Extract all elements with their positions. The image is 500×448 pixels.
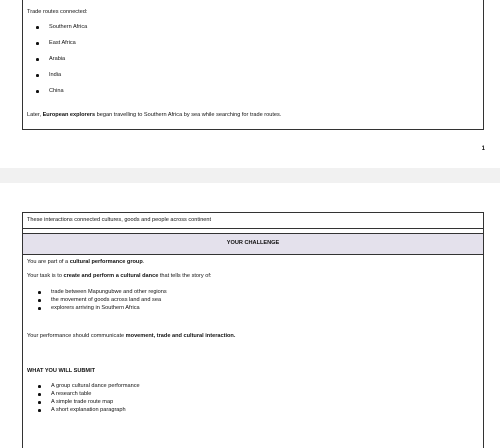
- bullet-icon: [36, 58, 39, 61]
- document-page-2: [0, 183, 500, 448]
- list-item: India: [49, 72, 61, 79]
- document-page-1: [0, 0, 500, 168]
- list-item: A research table: [51, 391, 91, 398]
- communicate-text: Your performance should communicate movement, trade and cultural interaction.: [27, 333, 236, 339]
- list-item: A short explanation paragraph: [51, 407, 126, 414]
- content-box: [22, 212, 484, 448]
- page-number: 1: [481, 146, 485, 152]
- list-item: China: [49, 88, 64, 95]
- bullet-icon: [38, 307, 41, 310]
- content-box: [22, 0, 484, 130]
- submit-title: WHAT YOU WILL SUBMIT: [27, 368, 96, 374]
- bullet-icon: [38, 409, 41, 412]
- bullet-icon: [36, 90, 39, 93]
- task-text: Your task is to create and perform a cultural dance that tells the story of:: [27, 273, 212, 279]
- bullet-icon: [36, 74, 39, 77]
- bullet-icon: [38, 393, 41, 396]
- interactions-text: These interactions connected cultures, goods and people across continent: [27, 217, 212, 223]
- table-divider: [23, 254, 483, 255]
- list-item: Arabia: [49, 56, 65, 63]
- list-item: explorers arriving in Southern Africa: [51, 305, 140, 312]
- routes-intro: Trade routes connected:: [27, 9, 88, 15]
- bullet-icon: [36, 42, 39, 45]
- bullet-icon: [38, 299, 41, 302]
- list-item: A simple trade route map: [51, 399, 113, 406]
- list-item: East Africa: [49, 40, 76, 47]
- table-divider: [23, 233, 483, 234]
- table-divider: [23, 228, 483, 229]
- group-text: You are part of a cultural performance group.: [27, 259, 145, 265]
- list-item: trade between Mapungubwe and other regions: [51, 289, 167, 296]
- challenge-title: YOUR CHALLENGE: [226, 240, 280, 246]
- bullet-icon: [36, 26, 39, 29]
- bullet-icon: [38, 385, 41, 388]
- bullet-icon: [38, 291, 41, 294]
- list-item: the movement of goods across land and sea: [51, 297, 161, 304]
- list-item: A group cultural dance performance: [51, 383, 140, 390]
- list-item: Southern Africa: [49, 24, 87, 31]
- explorers-paragraph: Later, European explorers began travelling to Southern Africa by sea while searching for trade routes.: [27, 112, 282, 118]
- bullet-icon: [38, 401, 41, 404]
